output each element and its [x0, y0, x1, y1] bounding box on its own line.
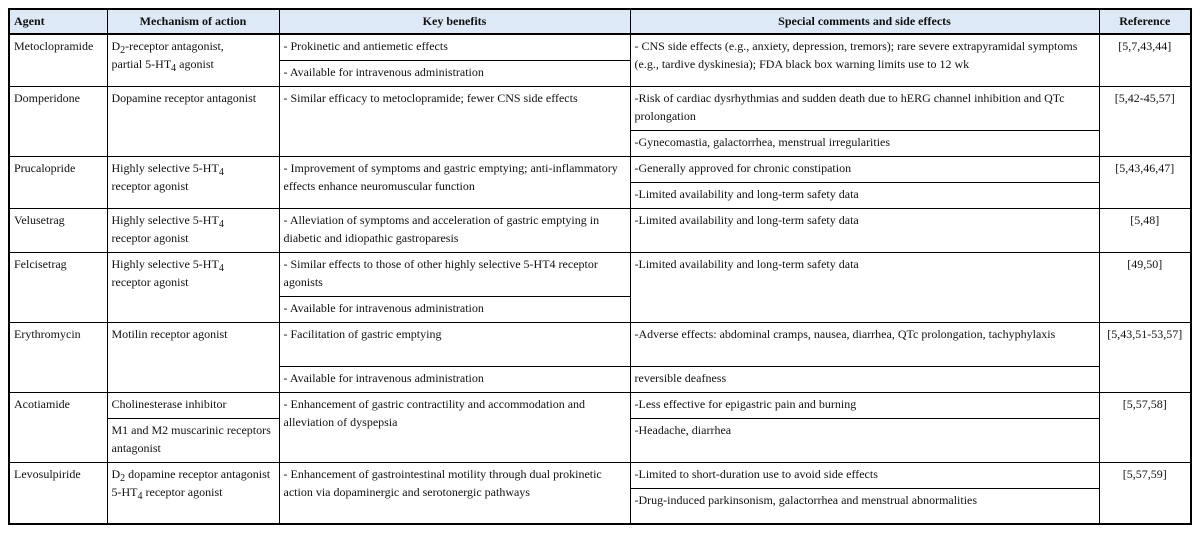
- table-row: [9, 208, 1191, 252]
- mechanism-cell: $D_2$ dopamine receptor antagonist $5-HT_4$ receptor agonist: [107, 462, 279, 524]
- header-benefits: Key benefits: [279, 9, 630, 34]
- agent-cell: Felcisetrag: [9, 252, 107, 322]
- benefit-cell: - Facilitation of gastric emptying: [279, 322, 630, 366]
- comment-cell: -Limited availability and long-term safety data: [630, 208, 1099, 252]
- benefit-cell: - Similar effects to those of other highly selective 5-HT4 receptor agonists: [279, 252, 630, 296]
- benefit-cell: - Prokinetic and antiemetic effects: [279, 34, 630, 60]
- table-row: [9, 462, 1191, 488]
- agent-cell: Acotiamide: [9, 392, 107, 462]
- agent-cell: Levosulpiride: [9, 462, 107, 524]
- comment-cell: - CNS side effects (e.g., anxiety, depression, tremors); rare severe extrapyramidal symptoms (e.g., tardive dyskinesia); FDA black box warning limits use to 12 wk: [630, 34, 1099, 86]
- benefit-cell: - Improvement of symptoms and gastric emptying; anti-inflammatory effects enhance neuromuscular function: [279, 156, 630, 208]
- agent-cell: Erythromycin: [9, 322, 107, 392]
- mechanism-cell: Motilin receptor agonist: [107, 322, 279, 392]
- comment-cell: reversible deafness: [630, 366, 1099, 392]
- reference-cell: [5,57,59]: [1099, 462, 1191, 524]
- reference-cell: [49,50]: [1099, 252, 1191, 322]
- header-comments: Special comments and side effects: [630, 9, 1099, 34]
- benefit-cell: - Enhancement of gastric contractility and accommodation and alleviation of dyspepsia: [279, 392, 630, 462]
- agent-cell: Prucalopride: [9, 156, 107, 208]
- comment-cell: -Headache, diarrhea: [630, 418, 1099, 462]
- reference-cell: [5,57,58]: [1099, 392, 1191, 462]
- benefit-cell: - Similar efficacy to metoclopramide; fewer CNS side effects: [279, 86, 630, 156]
- reference-cell: [5,43,51-53,57]: [1099, 322, 1191, 392]
- header-mechanism: Mechanism of action: [107, 9, 279, 34]
- table-row: [9, 86, 1191, 130]
- benefit-cell: - Available for intravenous administration: [279, 60, 630, 86]
- agent-cell: Domperidone: [9, 86, 107, 156]
- reference-cell: [5,48]: [1099, 208, 1191, 252]
- comment-cell: -Risk of cardiac dysrhythmias and sudden death due to hERG channel inhibition and QTc prolongation: [630, 86, 1099, 130]
- table-row: [9, 322, 1191, 366]
- comment-cell: -Limited availability and long-term safety data: [630, 182, 1099, 208]
- header-reference: Reference: [1099, 9, 1191, 34]
- mechanism-cell: Dopamine receptor antagonist: [107, 86, 279, 156]
- reference-cell: [5,42-45,57]: [1099, 86, 1191, 156]
- mechanism-cell: Highly selective $5-HT_4$ receptor agonist: [107, 208, 279, 252]
- comment-cell: -Generally approved for chronic constipation: [630, 156, 1099, 182]
- comment-cell: -Limited availability and long-term safety data: [630, 252, 1099, 322]
- comment-cell: -Limited to short-duration use to avoid side effects: [630, 462, 1099, 488]
- agent-cell: Velusetrag: [9, 208, 107, 252]
- benefit-cell: - Alleviation of symptoms and acceleration of gastric emptying in diabetic and idiopathic gastroparesis: [279, 208, 630, 252]
- header-agent: Agent: [9, 9, 107, 34]
- mechanism-cell: M1 and M2 muscarinic receptors antagonist: [107, 418, 279, 462]
- benefit-cell: - Available for intravenous administration: [279, 366, 630, 392]
- mechanism-cell: Highly selective $5-HT_4$ receptor agonist: [107, 252, 279, 322]
- comment-cell: -Drug-induced parkinsonism, galactorrhea and menstrual abnormalities: [630, 488, 1099, 524]
- mechanism-cell: Highly selective $5-HT_4$ receptor agonist: [107, 156, 279, 208]
- benefit-cell: - Enhancement of gastrointestinal motility through dual prokinetic action via dopaminergic and serotonergic pathways: [279, 462, 630, 524]
- mechanism-cell: $D_2$-receptor antagonist, partial $5-HT_4$ agonist: [107, 34, 279, 86]
- reference-cell: [5,43,46,47]: [1099, 156, 1191, 208]
- drug-table: [8, 8, 1192, 525]
- table-row: [9, 34, 1191, 60]
- mechanism-cell: Cholinesterase inhibitor: [107, 392, 279, 418]
- table-row: [9, 392, 1191, 418]
- benefit-cell: - Available for intravenous administration: [279, 296, 630, 322]
- reference-cell: [5,7,43,44]: [1099, 34, 1191, 86]
- table-row: [9, 252, 1191, 296]
- comment-cell: -Gynecomastia, galactorrhea, menstrual irregularities: [630, 130, 1099, 156]
- agent-cell: Metoclopramide: [9, 34, 107, 86]
- header-row: [9, 9, 1191, 34]
- table-row: [9, 156, 1191, 182]
- comment-cell: -Adverse effects: abdominal cramps, nausea, diarrhea, QTc prolongation, tachyphylaxis: [630, 322, 1099, 366]
- comment-cell: -Less effective for epigastric pain and burning: [630, 392, 1099, 418]
